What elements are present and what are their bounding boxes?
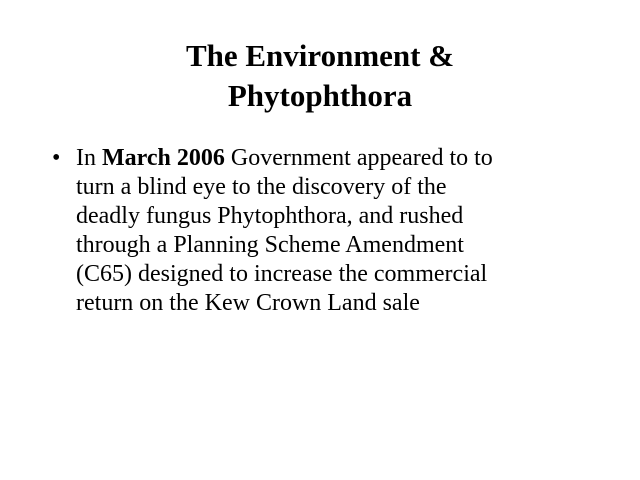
title-line: The Environment & bbox=[185, 38, 455, 73]
slide-body bbox=[52, 144, 612, 318]
bullet-item bbox=[52, 144, 612, 318]
bullet-prefix: In bbox=[76, 145, 102, 171]
slide-title bbox=[0, 36, 640, 116]
bullet-line: return on the Kew Crown Land sale bbox=[76, 290, 420, 316]
bullet-line: (C65) designed to increase the commercial bbox=[76, 261, 488, 287]
bullet-line: deadly fungus Phytophthora, and rushed bbox=[76, 203, 464, 229]
bullet-icon: • bbox=[52, 145, 61, 171]
bullet-line: through a Planning Scheme Amendment bbox=[76, 232, 464, 258]
bullet-date-emphasis: March 2006 bbox=[102, 145, 225, 171]
title-line: Phytophthora bbox=[227, 78, 413, 113]
bullet-line bbox=[76, 144, 612, 173]
bullet-line-text: Government appeared to to bbox=[224, 145, 493, 171]
bullet-line: turn a blind eye to the discovery of the bbox=[76, 174, 447, 200]
